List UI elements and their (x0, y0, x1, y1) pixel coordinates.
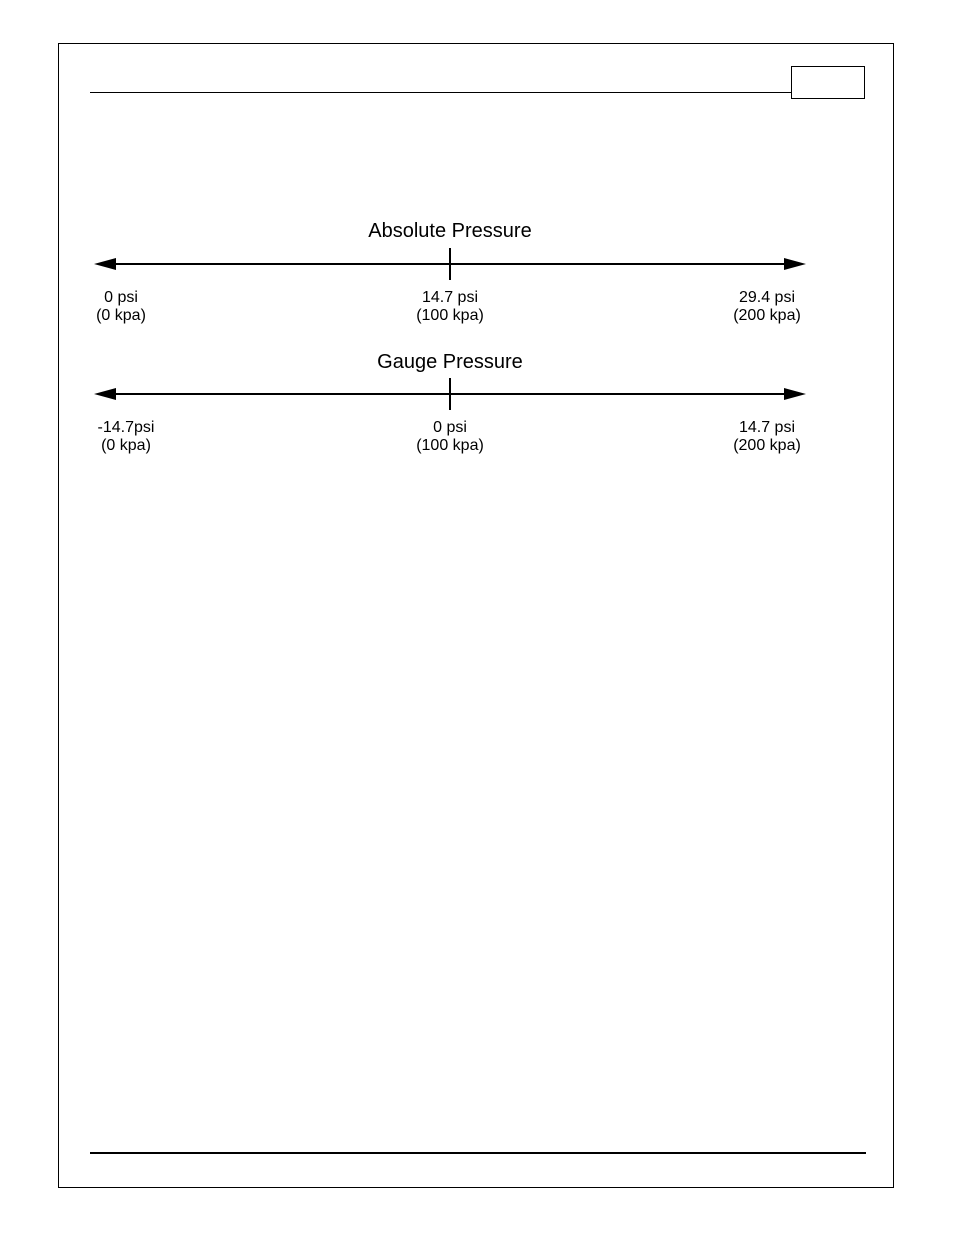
absolute-tick-label-max (707, 289, 827, 325)
absolute-tick-min-kpa: (0 kpa) (96, 307, 146, 324)
gauge-tick-mid-kpa: (100 kpa) (416, 437, 484, 454)
absolute-pressure-title: Absolute Pressure (368, 220, 532, 242)
gauge-pressure-title: Gauge Pressure (377, 351, 523, 373)
absolute-tick-max-kpa: (200 kpa) (733, 307, 801, 324)
absolute-tick-max-psi: 29.4 psi (738, 289, 796, 306)
gauge-tick-min-kpa: (0 kpa) (101, 437, 151, 454)
gauge-tick-max-kpa: (200 kpa) (733, 437, 801, 454)
gauge-scale-right-arrowhead (784, 388, 806, 400)
absolute-scale-left-arrowhead (94, 258, 116, 270)
absolute-tick-min-psi: 0 psi (104, 289, 138, 306)
absolute-tick-label-min (61, 289, 181, 325)
gauge-tick-mid-psi: 0 psi (433, 419, 467, 436)
gauge-tick-label-min (66, 419, 186, 455)
gauge-tick-label-max (707, 419, 827, 455)
gauge-tick-max-psi: 14.7 psi (738, 419, 796, 436)
gauge-scale-left-arrowhead (94, 388, 116, 400)
absolute-tick-mid-kpa: (100 kpa) (416, 307, 484, 324)
absolute-tick-mid-psi: 14.7 psi (421, 289, 479, 306)
absolute-tick-label-mid (390, 289, 510, 325)
gauge-tick-label-mid (390, 419, 510, 455)
gauge-tick-min-psi: -14.7psi (97, 419, 155, 436)
absolute-scale-right-arrowhead (784, 258, 806, 270)
